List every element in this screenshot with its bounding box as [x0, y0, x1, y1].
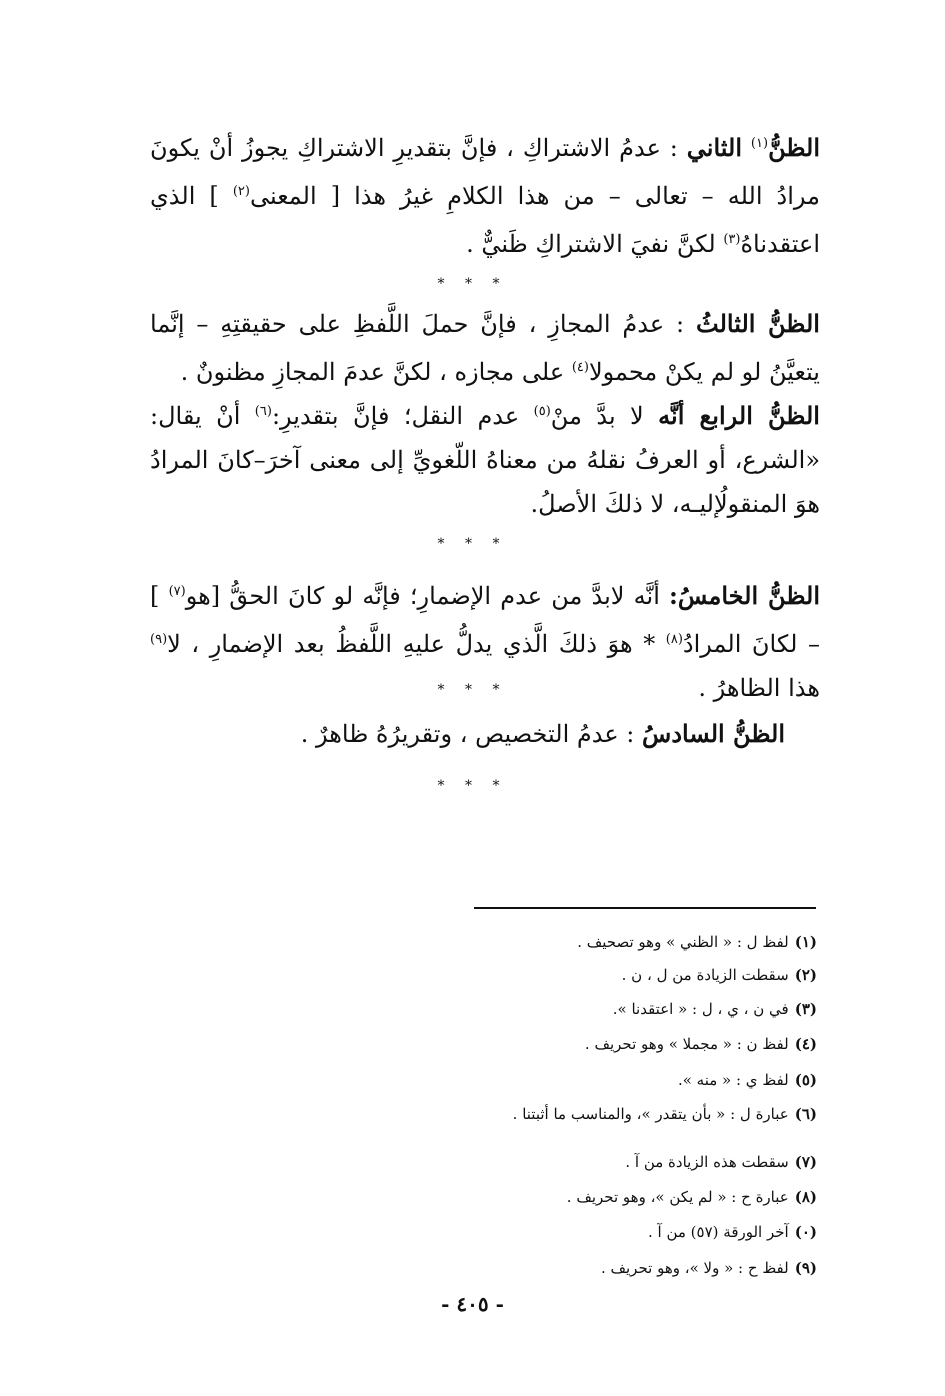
footnote-ref: (٥) — [533, 404, 551, 419]
section-separator: * * * — [437, 778, 508, 794]
footnote-7 — [397, 1152, 817, 1172]
paragraph-fourth-assumption — [150, 390, 820, 526]
paragraph-head: الظنُّ السادسُ — [642, 719, 785, 748]
paragraph-text: على مجازه ، لكنَّ عدمَ المجازِ مظنونٌ . — [180, 358, 565, 386]
paragraph-sixth-assumption — [300, 712, 785, 756]
footnote-ref: (١) — [750, 136, 769, 151]
footnote-6 — [397, 1104, 817, 1124]
footnote-ref: (٢) — [232, 184, 250, 199]
paragraph-text: ] الذي اعتقدناهُ — [150, 182, 820, 258]
footnote-number: (٥) — [794, 1071, 817, 1089]
paragraph-third-assumption — [150, 302, 820, 394]
footnote-number: (٨) — [794, 1188, 817, 1206]
paragraph-text: : عدمُ الاشتراكِ ، فإنَّ بتقديرِ الاشتراكِ يجوزُ أنْ يكونَ مرادُ الله – تعالى – من هذا الكلامِ غيرُ هذا [ المعنى — [150, 134, 821, 210]
paragraph-text: عدم النقل؛ فإنَّ بتقديرِ: — [271, 402, 520, 430]
footnote-text: سقطت الزيادة من ل ، ن . — [621, 966, 789, 984]
paragraph-head: الظنُّ الثالثُ — [696, 309, 820, 338]
footnote-ref: (٧) — [168, 584, 186, 599]
page-number: - ٤٠٥ - — [441, 1292, 504, 1316]
footnote-number: (٧) — [794, 1153, 817, 1171]
footnote-folio — [397, 1222, 817, 1242]
footnote-number: (٩) — [794, 1259, 817, 1277]
footnote-number: (٤) — [794, 1035, 817, 1053]
footnote-2 — [397, 965, 817, 985]
footnote-3 — [397, 999, 817, 1019]
footnote-4 — [397, 1034, 817, 1054]
section-separator: * * * — [437, 276, 508, 292]
paragraph-text: : عدمُ المجازِ ، فإنَّ حملَ اللَّفظِ على حقيقتِهِ – إنَّما يتعيَّنُ لو لم يكنْ محمولا — [150, 310, 820, 386]
paragraph-text: لكنَّ نفيَ الاشتراكِ ظَنيٌّ . — [466, 230, 716, 258]
footnote-5 — [397, 1070, 817, 1090]
footnote-text: لفظ ي : « منه ». — [677, 1071, 789, 1089]
paragraph-text: لا بدَّ منْ — [550, 402, 644, 430]
paragraph-head: الظنُّ الرابع أنَّه — [658, 401, 820, 430]
footnote-text: في ن ، ي ، ل : « اعتقدنا ». — [612, 1000, 789, 1018]
paragraph-text: * هوَ ذلكَ الَّذي يدلُّ عليهِ اللَّفظُ بعد الإضمارِ ، لا — [167, 630, 656, 658]
footnote-ref: (٣) — [723, 232, 741, 247]
paragraph-head: الظنُّ الخامسُ: — [669, 581, 820, 610]
section-separator: * * * — [437, 536, 508, 552]
footnote-text: لفظ ل : « الظني » وهو تصحيف . — [577, 933, 789, 951]
paragraph-second-assumption — [150, 122, 820, 266]
footnote-ref: (٨) — [665, 632, 683, 647]
footnote-number: (١) — [794, 933, 817, 951]
paragraph-head: الظنُّ — [768, 133, 820, 162]
section-separator: * * * — [437, 682, 508, 698]
paragraph-title: الثاني — [686, 133, 743, 162]
footnote-text: لفظ ن : « مجملا » وهو تحريف . — [584, 1035, 789, 1053]
footnote-number: (٢) — [794, 966, 817, 984]
paragraph-text: هذا الظاهرُ . — [698, 674, 820, 702]
footnote-text: سقطت هذه الزيادة من آ . — [625, 1153, 789, 1171]
footnote-number: (٠) — [794, 1223, 817, 1241]
footnote-1 — [397, 932, 817, 952]
paragraph-text: أنَّه لابدَّ من عدم الإضمارِ؛ فإنَّه لو كانَ الحقُّ [هو — [185, 582, 660, 610]
footnote-text: آخر الورقة (٥٧) من آ . — [647, 1223, 789, 1241]
footnote-text: عبارة ح : « لم يكن »، وهو تحريف . — [566, 1188, 789, 1206]
footnote-number: (٦) — [794, 1105, 817, 1123]
footnote-number: (٣) — [794, 1000, 817, 1018]
footnote-divider — [474, 907, 816, 909]
footnote-ref: (٤) — [571, 360, 589, 375]
footnote-ref: (٩) — [150, 632, 168, 647]
footnote-text: عبارة ل : « بأن يتقدر »، والمناسب ما أثبتنا . — [512, 1105, 789, 1123]
footnote-9 — [397, 1258, 817, 1278]
paragraph-text: ] – لكانَ المرادُ — [150, 582, 820, 658]
footnote-text: لفظ ح : « ولا »، وهو تحريف . — [600, 1259, 789, 1277]
paragraph-text: : عدمُ التخصيص ، وتقريرُهُ ظاهرٌ . — [300, 720, 635, 748]
footnote-8 — [397, 1187, 817, 1207]
footnote-ref: (٦) — [254, 404, 272, 419]
paragraph-text: أنْ يقال: «الشرع، أو العرفُ نقلهُ من معناهُ اللّغويِّ إلى معنى آخرَ–كانَ المرادُ هوَ المنقولُإليـه، لا ذلكَ الأصلُ. — [150, 402, 821, 518]
